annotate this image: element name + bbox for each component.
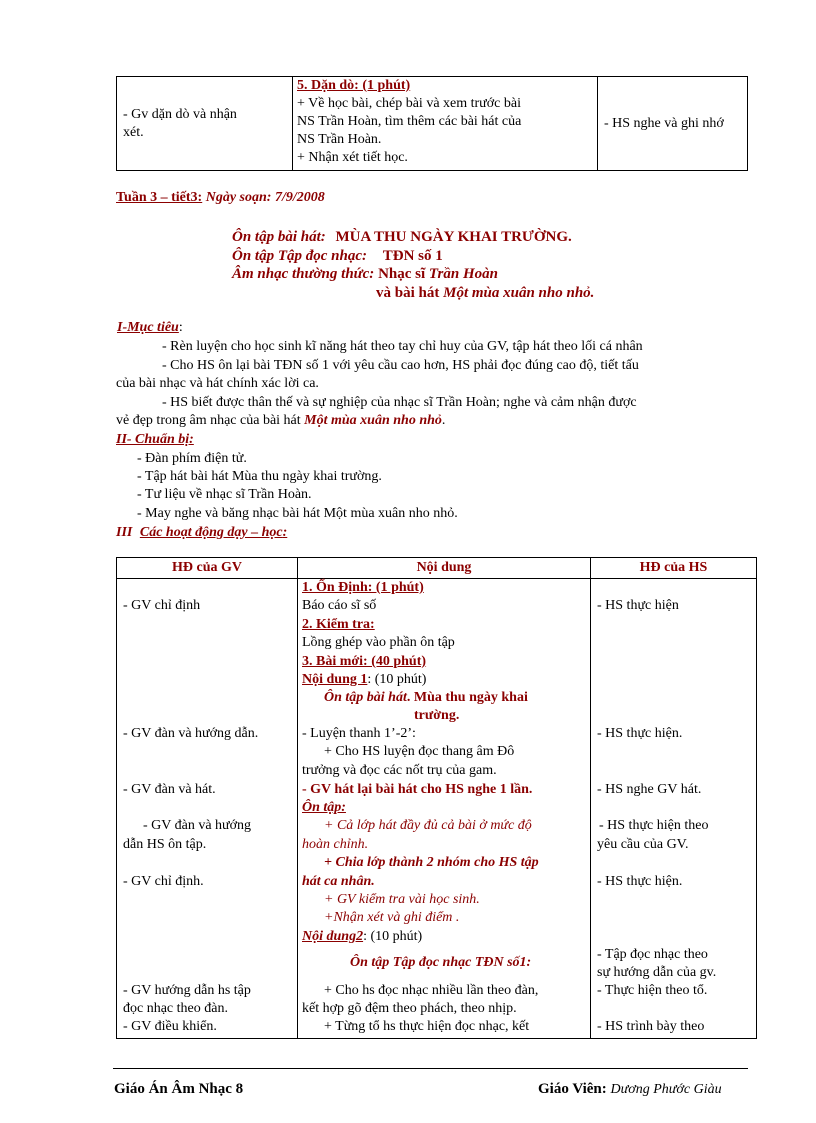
chuan-bi-item: - Tư liệu về nhạc sĩ Trần Hoàn. [137,487,312,502]
nd-bold-italic: hát ca nhân. [302,874,375,889]
song-name: Một mùa xuân nho nhỏ [304,413,442,428]
nd2-time: : (10 phút) [363,929,423,944]
muc-tieu-line: vẻ đẹp trong âm nhạc của bài hát [116,413,301,428]
hs-text: - HS thực hiện [597,598,679,613]
continuation-table [116,76,748,171]
nd-italic: + GV kiểm tra vài học sinh. [324,892,480,907]
muc-tieu-line: - Cho HS ôn lại bài TĐN số 1 với yêu cầu cao hơn, HS phải đọc đúng cao độ, tiết tấu [162,358,639,373]
topic-label: Âm nhạc thường thức: [232,266,375,282]
gv-text: - GV chỉ định [123,598,201,613]
topic-value: Trần Hoàn [428,266,498,282]
nd-text: trưởng và đọc các nốt trụ của gam. [302,763,497,778]
gv-cell [117,77,293,171]
activities-table [116,557,757,1039]
chuan-bi-item: - May nghe và băng nhạc bài hát Một mùa xuân nho nhỏ. [137,506,458,521]
nd-text: Báo cáo sĩ số [302,598,377,613]
bai-moi-heading: 3. Bài mới: (40 phút) [302,654,427,669]
heading-text: I-Mục tiêu [117,320,179,335]
on-tap-value: . Mùa thu ngày khai [406,690,528,705]
topic-value: TĐN số 1 [382,248,443,264]
topic-label: Ôn tập Tập đọc nhạc: [232,248,367,264]
header-hs: HĐ của HS [591,558,757,579]
hs-text: - HS thực hiện. [597,726,683,741]
nd-text: + Cho HS luyện đọc thang âm Đô [324,744,515,759]
topic-value: MÙA THU NGÀY KHAI TRƯỜNG. [335,229,572,245]
nd1-label: Nội dung 1 [302,672,368,687]
topic-label: Ôn tập bài hát: [232,229,326,245]
tuan-label: Tuần 3 – tiết3: [116,190,203,205]
nd-italic: +Nhận xét và ghi điểm . [324,910,460,925]
muc-tieu-line: của bài nhạc và hát chính xác lời ca. [116,376,319,391]
gv-text: - GV đàn và hướng [143,818,252,833]
on-tap-tdn: Ôn tập Tập đọc nhạc TĐN số1: [350,955,532,970]
topic-1 [232,229,572,246]
nd2-label: Nội dung2 [302,929,364,944]
nd-text: Lồng ghép vào phần ôn tập [302,635,455,650]
chuan-bi-heading: II- Chuẩn bị: [116,432,194,447]
muc-tieu-last: vẻ đẹp trong âm nhạc của bài hát Một mùa xuân nho nhỏ. [116,413,446,428]
topic-3 [232,266,498,283]
header-gv: HĐ của GV [117,558,298,579]
nd-italic: hoàn chỉnh. [302,837,369,852]
nd-bold-italic: + Chia lớp thành 2 nhóm cho HS tập [324,855,539,870]
nd1-line [302,672,426,688]
gv-text: - GV điều khiển. [123,1019,217,1034]
ngay-soan-label: Ngày soạn: [205,190,272,205]
on-tap-label: Ôn tập bài hát [324,690,407,705]
heading-text: Các hoạt động dạy – học [139,525,283,540]
topic-2 [232,248,443,265]
footer-rule [113,1068,748,1069]
on-dinh-heading: 1. Ổn Định: (1 phút) [302,580,424,595]
muc-tieu-heading: I-Mục tiêu: [117,320,183,335]
gv-text: - Gv dặn dò và nhận [123,106,237,122]
topic-value: Nhạc sĩ [378,266,426,282]
nd-text: + Cho hs đọc nhạc nhiều lần theo đàn, [324,983,539,998]
nd1-time: : (10 phút) [367,672,427,687]
chuan-bi-item: - Đàn phím điện tử. [137,451,247,466]
hs-text: yêu cầu của GV. [597,837,689,852]
muc-tieu-line: - HS biết được thân thế và sự nghiệp của nhạc sĩ Trần Hoàn; nghe và cảm nhận được [162,395,637,410]
content-cell [293,77,598,171]
hs-text: - HS nghe và ghi nhớ [604,115,724,131]
on-tap-bh-line [324,690,528,706]
hs-text: - Tập đọc nhạc theo [597,947,708,962]
muc-tieu-line: - Rèn luyện cho học sinh kĩ năng hát theo tay chỉ huy của GV, tập hát theo lối cá nhân [162,339,643,354]
footer-teacher-name: Dương Phước Giàu [610,1082,722,1097]
lesson-header [116,190,325,206]
on-tap-value-cont: trường. [414,708,460,723]
heading-suffix: : [282,525,288,540]
nd-italic: + Cả lớp hát đầy đủ cả bài ở mức độ [324,818,532,833]
content-line: + Nhận xét tiết học. [297,150,408,165]
gv-text: - GV đàn và hát. [123,782,216,797]
noi-dung-column [298,579,591,1039]
content-line: + Về học bài, chép bài và xem trước bài [297,96,521,111]
on-tap-heading: Ôn tập: [302,800,346,815]
hs-text: - HS thực hiện theo [599,818,709,833]
section-title: 5. Dặn dò: (1 phút) [297,78,411,93]
chuan-bi-item: - Tập hát bài hát Mùa thu ngày khai trường. [137,469,382,484]
ngay-soan-value: 7/9/2008 [274,190,325,205]
gv-text: đọc nhạc theo đàn. [123,1001,228,1016]
nd-text: - Luyện thanh 1’-2’: [302,726,416,741]
footer-left: Giáo Án Âm Nhạc 8 [114,1081,244,1097]
gv-text: - GV chỉ định. [123,874,204,889]
heading-prefix: III [116,525,133,540]
hs-column [591,579,757,1039]
footer-right [538,1081,722,1098]
hs-text: - Thực hiện theo tổ. [597,983,708,998]
hs-text: - HS thực hiện. [597,874,683,889]
hoat-dong-heading [116,525,287,541]
nd-text: kết hợp gõ đệm theo phách, theo nhịp. [302,1001,517,1016]
hs-cell [598,77,748,171]
header-noi-dung: Nội dung [298,558,591,579]
nd-text: + Từng tổ hs thực hiện đọc nhạc, kết [324,1019,530,1034]
gv-column [117,579,298,1039]
hs-text: - HS nghe GV hát. [597,782,702,797]
topic-text: và bài hát [376,285,440,301]
hs-text: sự hướng dẫn của gv. [597,965,717,980]
hs-text: - HS trình bày theo [597,1019,705,1034]
gv-hat-line: - GV hát lại bài hát cho HS nghe 1 lần. [302,782,533,797]
topic-4 [376,285,594,302]
content-line: NS Trần Hoàn, tìm thêm các bài hát của [297,114,522,129]
kiem-tra-heading: 2. Kiểm tra: [302,617,375,632]
gv-text: xét. [123,124,144,140]
gv-text: dẫn HS ôn tập. [123,837,207,852]
gv-text: - GV đàn và hướng dẫn. [123,726,259,741]
content-line: NS Trần Hoàn. [297,132,382,147]
footer-teacher-label: Giáo Viên: [538,1081,607,1097]
gv-text: - GV hướng dẫn hs tập [123,983,251,998]
nd2-line [302,929,422,945]
topic-song: Một mùa xuân nho nhỏ. [443,285,595,301]
